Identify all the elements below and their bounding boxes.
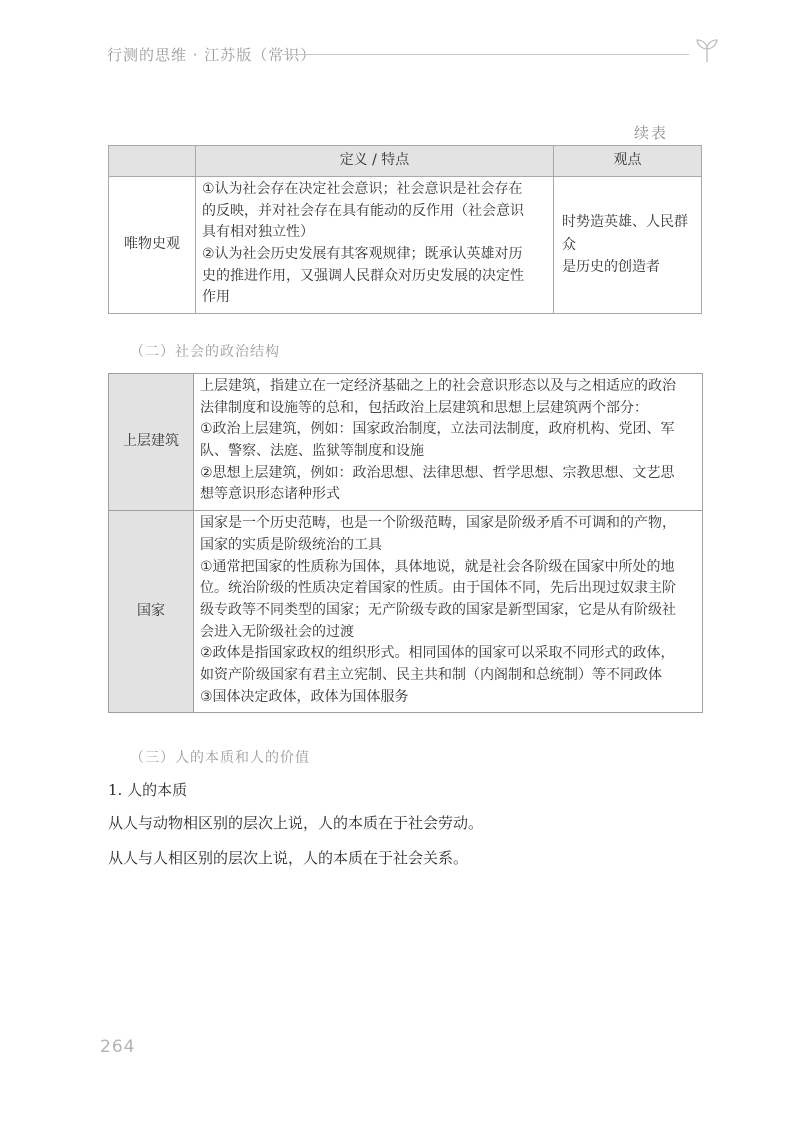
definition-line: ②认为社会历史发展有其客观规律；既承认英雄对历 (202, 246, 523, 263)
content-line: 上层建筑，指建立在一定经济基础之上的社会意识形态以及与之相适应的政治 (200, 378, 676, 394)
section-heading-political-structure: （二）社会的政治结构 (130, 344, 280, 360)
viewpoint-line: 时势造英雄、人民群众 (562, 214, 688, 253)
section-heading-human-nature: （三）人的本质和人的价值 (130, 750, 310, 766)
content-line: ②思想上层建筑，例如：政治思想、法律思想、哲学思想、宗教思想、文艺思 (200, 464, 675, 481)
table-header-row (109, 146, 702, 177)
table-row (109, 177, 702, 314)
definition-line: 作用 (202, 289, 230, 306)
political-structure-table (108, 373, 703, 713)
running-head-title: 行测的思维 · 江苏版（常识） (107, 46, 317, 64)
subheading-human-essence: 1. 人的本质 (108, 781, 188, 799)
content-line: 想等意识形态诸种形式 (200, 486, 340, 503)
sprout-icon (693, 36, 721, 64)
row-content (194, 374, 703, 511)
definition-line: ①认为社会存在决定社会意识；社会意识是社会存在 (202, 181, 523, 197)
content-line: 国家的实质是阶级统治的工具 (200, 536, 382, 553)
content-line: 如资产阶级国家有君主立宪制、民主共和制（内阁制和总统制）等不同政体 (200, 666, 662, 683)
viewpoint-line: 是历史的创造者 (562, 259, 660, 276)
row-content (194, 511, 703, 713)
definition-line: 史的推进作用，又强调人民群众对历史发展的决定性 (202, 267, 524, 284)
content-line: 国家是一个历史范畴，也是一个阶级范畴，国家是阶级矛盾不可调和的产物， (200, 515, 676, 532)
row-label: 上层建筑 (109, 374, 194, 511)
content-line: ③国体决定政体，政体为国体服务 (200, 688, 409, 705)
table-row (109, 511, 703, 713)
header-empty-cell (109, 146, 196, 177)
viewpoint-cell (554, 177, 702, 314)
content-line: 队、警察、法庭、监狱等制度和设施 (200, 443, 424, 460)
content-line: ①政治上层建筑，例如：国家政治制度，立法司法制度，政府机构、党团、军 (200, 421, 675, 438)
content-line: ②政体是指国家政权的组织形式。相同国体的国家可以采取不同形式的政体， (200, 645, 675, 662)
content-line: ①通常把国家的性质称为国体，具体地说，就是社会各阶级在国家中所处的地 (200, 558, 675, 575)
content-line: 位。统治阶级的性质决定着国家的性质。由于国体不同，先后出现过奴隶主阶 (200, 580, 676, 597)
materialism-table (108, 145, 702, 314)
definition-line: 的反映，并对社会存在具有能动的反作用（社会意识 (202, 202, 524, 219)
continued-table-label: 续表 (633, 124, 668, 142)
header-divider (282, 54, 689, 55)
content-line: 法律制度和设施等的总和，包括政治上层建筑和思想上层建筑两个部分： (200, 399, 648, 416)
content-line: 会进入无阶级社会的过渡 (200, 623, 354, 640)
row-label: 唯物史观 (109, 177, 196, 314)
definition-line: 具有相对独立性） (202, 224, 314, 241)
header-definition: 定义 / 特点 (196, 146, 554, 177)
definition-cell (196, 177, 554, 314)
body-paragraph: 从人与动物相区别的层次上说，人的本质在于社会劳动。 (108, 814, 484, 832)
table-row (109, 374, 703, 511)
content-line: 级专政等不同类型的国家；无产阶级专政的国家是新型国家，它是从有阶级社 (200, 601, 676, 618)
page-header (107, 40, 727, 70)
body-paragraph: 从人与人相区别的层次上说，人的本质在于社会关系。 (108, 849, 469, 867)
header-viewpoint: 观点 (554, 146, 702, 177)
row-label: 国家 (109, 511, 194, 713)
page-number: 264 (100, 1037, 136, 1057)
